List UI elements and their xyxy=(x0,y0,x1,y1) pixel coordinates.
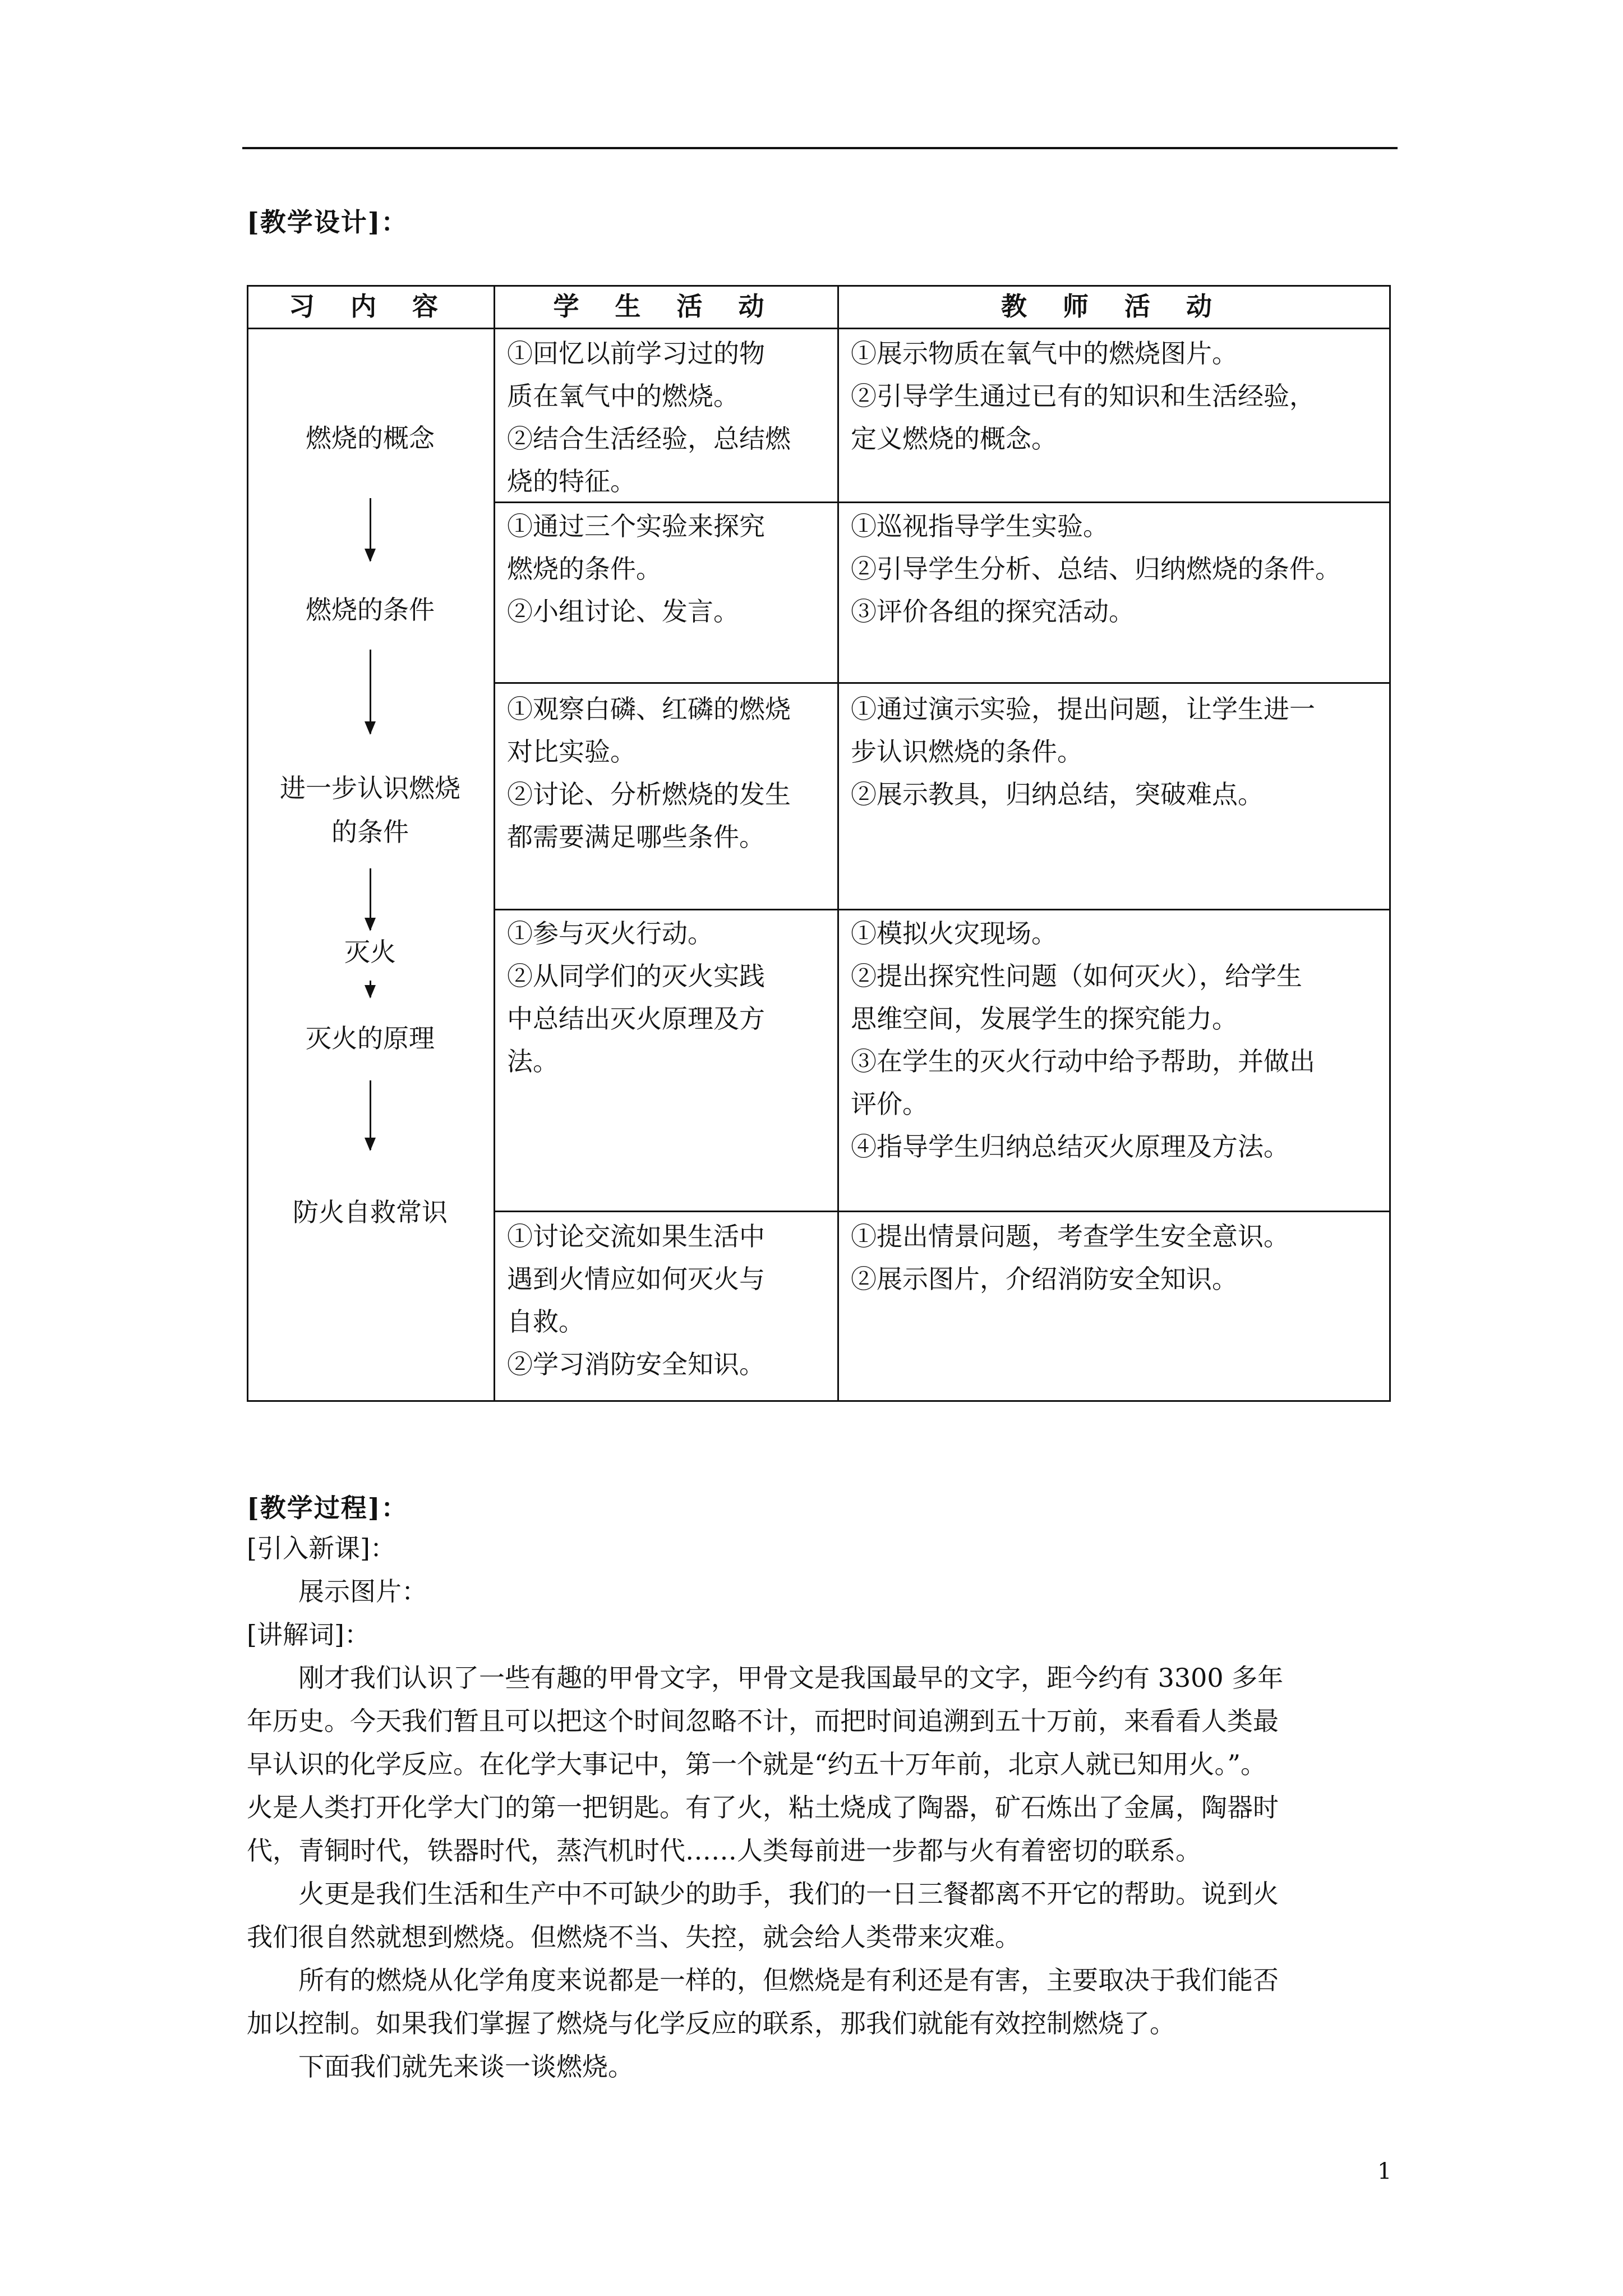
row1-student: ①回忆以前学习过的物 质在氧气中的燃烧。 ②结合生活经验，总结燃 烧的特征。 xyxy=(507,338,791,496)
row2-teacher: ①巡视指导学生实验。 ②引导学生分析、总结、归纳燃烧的条件。 ③评价各组的探究活动。 xyxy=(851,511,1341,627)
arrow-down-icon xyxy=(370,498,371,561)
arrow-down-icon xyxy=(370,981,371,997)
header-content: 习 内 容 xyxy=(288,291,452,321)
row1-teacher: ①展示物质在氧气中的燃烧图片。 ②引导学生通过已有的知识和生活经验， 定义燃烧的概念。 xyxy=(851,338,1315,454)
row5-teacher: ①提出情景问题，考查学生安全意识。 ②展示图片，介绍消防安全知识。 xyxy=(851,1221,1289,1294)
para2-line: 火更是我们生活和生产中不可缺少的助手，我们的一日三餐都离不开它的帮助。说到火 xyxy=(298,1879,1279,1909)
row4-teacher: ①模拟火灾现场。 ②提出探究性问题（如何灭火），给学生 思维空间，发展学生的探究能力。 ③在学生的灭火行动中给予帮助，并做出 评价。 ④指导学生归纳总结灭火原理及方法。 xyxy=(851,918,1315,1162)
row5-student: ①讨论交流如果生活中 遇到火情应如何灭火与 自救。 ②学习消防安全知识。 xyxy=(507,1221,765,1379)
header-rule xyxy=(242,147,1398,149)
para1-line: 年历史。今天我们暂且可以把这个时间忽略不计，而把时间追溯到五十万前，来看看人类最 xyxy=(247,1706,1279,1736)
process-heading: [教学过程]： xyxy=(247,1493,408,1523)
flow-further-2: 的条件 xyxy=(331,817,409,847)
intro-label: [引入新课]： xyxy=(247,1533,396,1563)
flow-concept: 燃烧的概念 xyxy=(306,423,435,453)
explain-label: [讲解词]： xyxy=(247,1619,370,1650)
para1-line: 火是人类打开化学大门的第一把钥匙。有了火，粘土烧成了陶器，矿石炼出了金属，陶器时 xyxy=(247,1792,1279,1823)
page-number: 1 xyxy=(1377,2159,1392,2184)
flow-further-1: 进一步认识燃烧 xyxy=(280,773,460,803)
para3-line: 加以控制。如果我们掌握了燃烧与化学反应的联系，那我们就能有效控制燃烧了。 xyxy=(247,2008,1175,2039)
header-teacher-activity: 教 师 活 动 xyxy=(1000,291,1226,321)
row3-student: ①观察白磷、红磷的燃烧 对比实验。 ②讨论、分析燃烧的发生 都需要满足哪些条件。 xyxy=(507,694,791,852)
flow-fire: 灭火 xyxy=(344,937,396,967)
para2-line: 我们很自然就想到燃烧。但燃烧不当、失控，就会给人类带来灾难。 xyxy=(247,1922,1021,1952)
flow-principle: 灭火的原理 xyxy=(306,1023,435,1053)
flow-condition: 燃烧的条件 xyxy=(306,595,435,625)
process-body xyxy=(247,1527,1396,2088)
design-heading: [教学设计]： xyxy=(247,207,408,237)
para1-line: 刚才我们认识了一些有趣的甲骨文字，甲骨文是我国最早的文字，距今约有 3300 多年 xyxy=(298,1663,1284,1693)
arrow-down-icon xyxy=(370,868,371,930)
row3-teacher: ①通过演示实验，提出问题，让学生进一 步认识燃烧的条件。 ②展示教具，归纳总结，突破难点。 xyxy=(851,694,1315,809)
show-pictures: 展示图片： xyxy=(298,1576,427,1607)
row4-student: ①参与灭火行动。 ②从同学们的灭火实践 中总结出灭火原理及方 法。 xyxy=(507,918,765,1076)
para1-line: 早认识的化学反应。在化学大事记中，第一个就是“约五十万年前，北京人就已知用火。”。 xyxy=(247,1749,1267,1779)
para3-line: 所有的燃烧从化学角度来说都是一样的，但燃烧是有利还是有害，主要取决于我们能否 xyxy=(298,1965,1279,1995)
para4-line: 下面我们就先来谈一谈燃烧。 xyxy=(298,2051,634,2082)
row2-student: ①通过三个实验来探究 燃烧的条件。 ②小组讨论、发言。 xyxy=(507,511,765,627)
header-student-activity: 学 生 活 动 xyxy=(553,291,778,321)
para1-line: 代，青铜时代，铁器时代，蒸汽机时代……人类每前进一步都与火有着密切的联系。 xyxy=(247,1835,1201,1866)
design-table xyxy=(247,285,1391,1407)
flow-prevention: 防火自救常识 xyxy=(293,1197,448,1227)
arrow-down-icon xyxy=(370,1080,371,1150)
arrow-down-icon xyxy=(370,650,371,734)
